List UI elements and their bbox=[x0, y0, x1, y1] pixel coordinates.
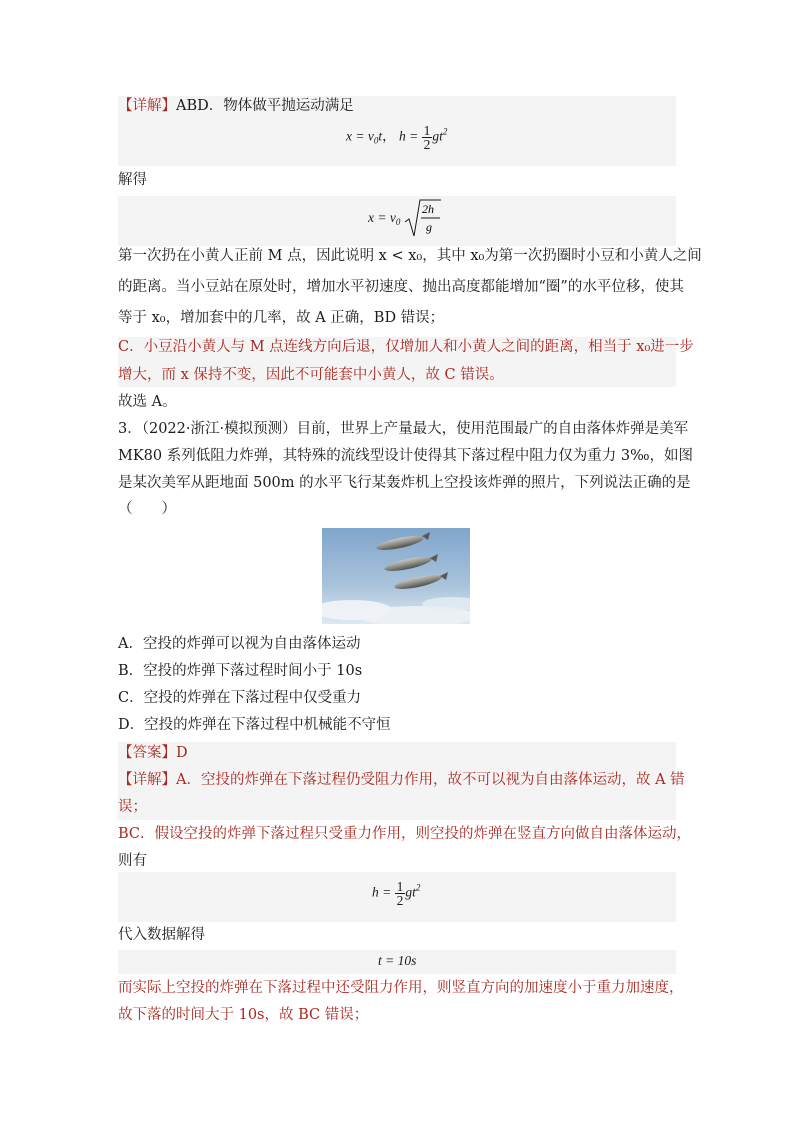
equation-fall: h = $\frac{1}{2}$ $gt^2$ bbox=[372, 879, 421, 908]
bomb-photo bbox=[322, 528, 470, 624]
text-line: BC．假设空投的炸弹下落过程只受重力作用，则空投的炸弹在竖直方向做自由落体运动， bbox=[118, 826, 692, 842]
explanation-heading: 【详解】ABD．物体做平抛运动满足 bbox=[118, 98, 354, 114]
text-line: 第一次扔在小黄人正前 M 点，因此说明 x < x₀，其中 x₀为第一次扔圈时小豆和小黄人之间 bbox=[118, 248, 702, 264]
svg-text:g: g bbox=[425, 220, 432, 234]
equation-motion: $x = v_0t$， h = $\frac{1}{2}$ $gt^2$ bbox=[346, 123, 448, 152]
text-line: 等于 x₀，增加套中的几率，故 A 正确，BD 错误； bbox=[118, 310, 445, 326]
answer: 【答案】D bbox=[118, 745, 188, 761]
equation-time: t = 10s bbox=[378, 953, 417, 968]
text-line: 故选 A。 bbox=[118, 394, 177, 410]
text-line: 而实际上空投的炸弹在下落过程中还受阻力作用，则竖直方向的加速度小于重力加速度， bbox=[118, 980, 684, 996]
question-line: 3．（2022·浙江·模拟预测）目前，世界上产量最大，使用范围最广的自由落体炸弹是美军 bbox=[118, 421, 689, 437]
text-line: 误； bbox=[118, 799, 147, 815]
text-line: 解得 bbox=[118, 172, 147, 188]
sqrt-icon bbox=[404, 198, 442, 240]
equation-x: $x = v_0$ 2h g bbox=[368, 198, 442, 240]
option-b: B．空投的炸弹下落过程时间小于 10s bbox=[118, 663, 363, 679]
svg-text:2h: 2h bbox=[421, 202, 434, 216]
option-a: A．空投的炸弹可以视为自由落体运动 bbox=[118, 636, 361, 652]
question-line: 是某次美军从距地面 500m 的水平飞行某轰炸机上空投该炸弹的照片，下列说法正确的是 bbox=[118, 475, 691, 491]
detail-tag: 【详解】 bbox=[118, 98, 176, 114]
question-blank: （ ） bbox=[118, 501, 176, 517]
text-line: 的距离。当小豆站在原处时，增加水平初速度、抛出高度都能增加“圈”的水平位移，使其 bbox=[118, 279, 684, 295]
option-c: C．空投的炸弹在下落过程中仅受重力 bbox=[118, 690, 362, 706]
text-line: 增大，而 x 保持不变，因此不可能套中小黄人，故 C 错误。 bbox=[118, 367, 504, 383]
text-line: C．小豆沿小黄人与 M 点连线方向后退，仅增加人和小黄人之间的距离，相当于 x₀进一步 bbox=[118, 339, 694, 355]
text-line: 则有 bbox=[118, 853, 147, 869]
text-line: 故下落的时间大于 10s，故 BC 错误； bbox=[118, 1007, 369, 1023]
question-line: MK80 系列低阻力炸弹，其特殊的流线型设计使得其下落过程中阻力仅为重力 3‰，如图 bbox=[118, 448, 694, 464]
text-line: 代入数据解得 bbox=[118, 927, 205, 943]
option-d: D．空投的炸弹在下落过程中机械能不守恒 bbox=[118, 717, 391, 733]
explanation-line: 【详解】A．空投的炸弹在下落过程仍受阻力作用，故不可以视为自由落体运动，故 A 错 bbox=[118, 772, 685, 788]
